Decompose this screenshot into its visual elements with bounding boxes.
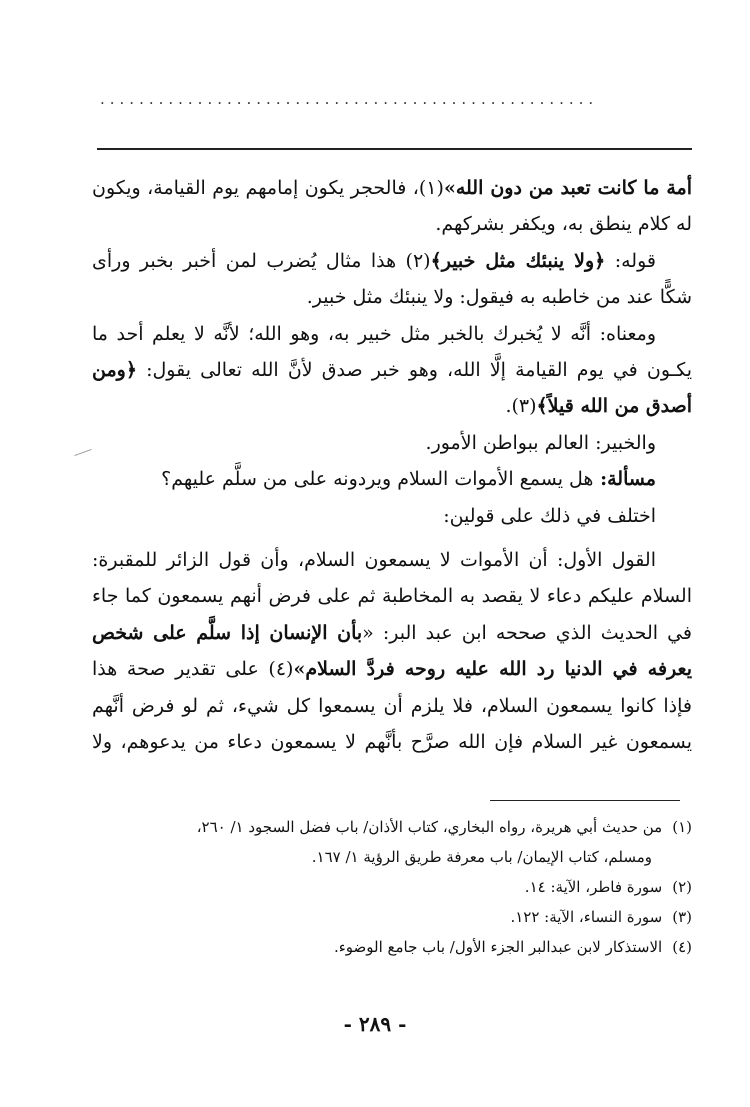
text-line — [92, 206, 692, 242]
footnote-text: سورة النساء، الآية: ١٢٢. — [510, 908, 663, 926]
bold-text-run: ﴿ومن — [92, 358, 137, 381]
main-text — [92, 170, 692, 760]
footnote — [92, 812, 692, 842]
text-run: والخبير: العالم ببواطن الأمور. — [425, 431, 656, 454]
bold-text-run: ﴿ولا ينبئك مثل خبير﴾ — [430, 249, 606, 272]
text-line — [92, 425, 692, 461]
text-line — [92, 352, 692, 388]
bold-text-run: أمة ما كانت تعبد من دون الله» — [443, 177, 692, 199]
text-run: فإذا كانوا يسمعون السلام، فلا يلزم أن يسمعوا كل شيء، ثم لو فرض أنَّهم — [92, 694, 692, 717]
text-run: السلام عليكم دعاء لا يقصد به المخاطبة ثم على فرض أنهم يسمعون كما جاء — [92, 585, 692, 608]
footnotes — [92, 812, 692, 962]
text-run: في الحديث الذي صححه ابن عبد البر: « — [362, 621, 692, 644]
text-run: (٣). — [505, 395, 537, 418]
text-run: يسمعون غير السلام فإن الله صرَّح بأنَّهم لا يسمعون دعاء من يدعوهم، ولا — [92, 730, 692, 753]
footnote-number: (٣) — [672, 908, 692, 926]
page-number: - ٢٨٩ - — [343, 1012, 407, 1036]
text-run: قوله: — [605, 249, 656, 272]
text-run: (٤) على تقدير صحة هذا — [92, 658, 294, 681]
text-run: يكـون في يوم القيامة إلَّا الله، وهو خبر صدق لأنَّ الله تعالى يقول: — [136, 358, 692, 381]
footnote-continuation: ومسلم، كتاب الإيمان/ باب معرفة طريق الرؤية ١/ ١٦٧. — [311, 848, 652, 866]
text-line — [92, 724, 692, 760]
bold-text-run: أصدق من الله قيلاً﴾ — [536, 395, 692, 418]
text-line — [92, 461, 692, 497]
text-line — [92, 498, 692, 534]
text-line — [92, 651, 692, 687]
footnote-text: سورة فاطر، الآية: ١٤. — [524, 878, 663, 896]
header-dots: ................................................... — [100, 92, 599, 107]
text-line — [92, 688, 692, 724]
margin-mark — [74, 449, 91, 456]
text-line — [92, 316, 692, 352]
footnote-separator — [490, 800, 680, 801]
text-run: ومعناه: أنَّه لا يُخبرك بالخبر مثل خبير به، وهو الله؛ لأنَّه لا يعلم أحد ما — [92, 322, 656, 345]
footnote — [92, 902, 692, 932]
text-line — [92, 388, 692, 424]
text-run: (١)، فالحجر يكون إمامهم يوم القيامة، ويكون — [92, 177, 444, 199]
text-line — [92, 615, 692, 651]
footnote-number: (٢) — [672, 878, 692, 896]
text-run: شكًّا عند من خاطبه به فيقول: ولا ينبئك مثل خبير. — [306, 286, 692, 309]
text-run: هل يسمع الأموات السلام ويردونه على من سلَّم عليهم؟ — [161, 468, 594, 491]
text-line — [92, 170, 692, 206]
text-line — [92, 279, 692, 315]
bold-text-run: يعرفه في الدنيا رد الله عليه روحه فردَّ السلام» — [293, 658, 692, 681]
bold-text-run: مسألة: — [593, 468, 656, 491]
footnote-number: (٤) — [672, 938, 692, 956]
header-rule — [97, 148, 692, 150]
bold-text-run: بأن الإنسان إذا سلَّم على شخص — [92, 621, 363, 644]
footnote-text: الاستذكار لابن عبدالبر الجزء الأول/ باب جامع الوضوء. — [333, 938, 663, 956]
footnote-number: (١) — [672, 818, 692, 836]
text-line — [92, 243, 692, 279]
text-run: اختلف في ذلك على قولين: — [443, 504, 656, 527]
paragraph-gap — [92, 534, 692, 542]
text-run: (٢) هذا مثال يُضرب لمن أخبر بخبر ورأى — [92, 249, 431, 272]
text-line — [92, 542, 692, 578]
footnote — [92, 932, 692, 962]
footnote-text: من حديث أبي هريرة، رواه البخاري، كتاب الأذان/ باب فضل السجود ١/ ٢٦٠، — [196, 818, 663, 836]
text-line — [92, 578, 692, 614]
text-run: له كلام ينطق به، ويكفر بشركهم. — [435, 213, 692, 236]
text-run: القول الأول: أن الأموات لا يسمعون السلام، وأن قول الزائر للمقبرة: — [92, 549, 656, 571]
footnote — [92, 872, 692, 902]
